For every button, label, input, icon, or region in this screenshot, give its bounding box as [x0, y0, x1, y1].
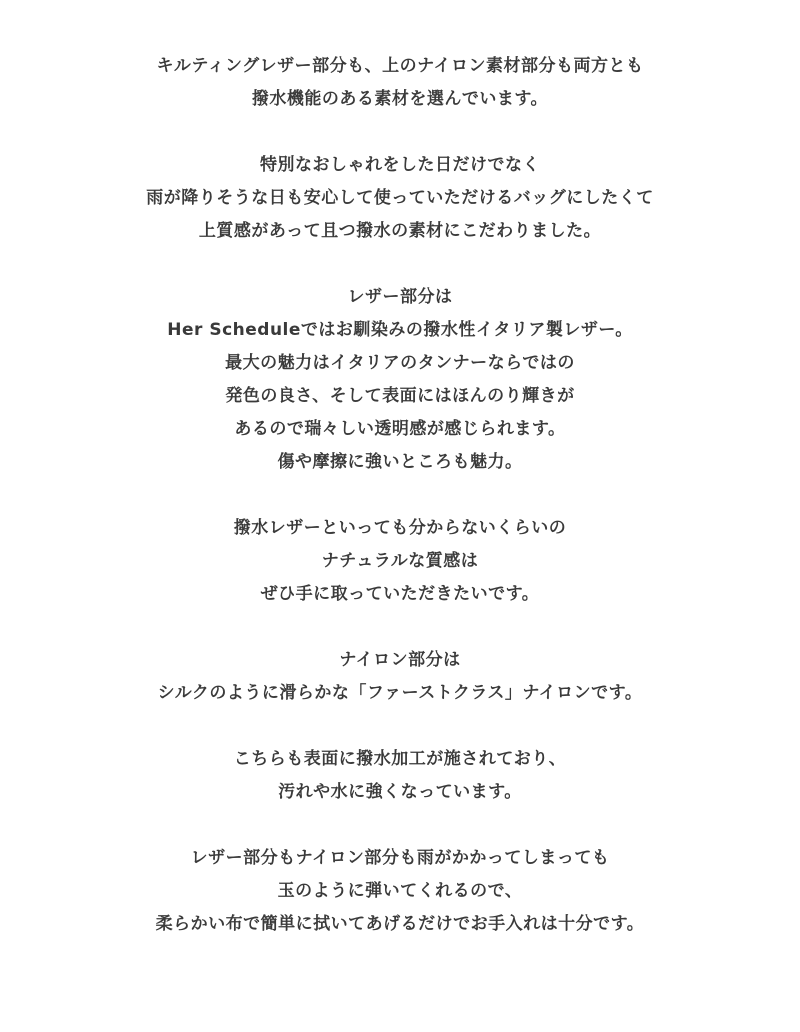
text-line: 玉のように弾いてくれるので、	[277, 881, 523, 901]
text-line: キルティングレザー部分も、上のナイロン素材部分も両方とも	[156, 56, 644, 76]
text-line: 最大の魅力はイタリアのタンナーならではの	[225, 353, 575, 373]
text-line: あるので瑞々しい透明感が感じられます。	[234, 419, 566, 439]
text-line: 撥水機能のある素材を選んでいます。	[251, 89, 549, 109]
text-line: 撥水レザーといっても分からないくらいの	[233, 518, 567, 538]
paragraph-concept	[0, 149, 800, 248]
text-line: 発色の良さ、そして表面にはほんのり輝きが	[225, 386, 575, 406]
paragraph-nylon	[0, 644, 800, 710]
text-line: 傷や摩擦に強いところも魅力。	[277, 452, 523, 472]
text-line: こちらも表面に撥水加工が施されており、	[233, 749, 567, 769]
paragraph-leather-texture	[0, 512, 800, 611]
paragraph-nylon-finish	[0, 743, 800, 809]
text-line: 上質感があって且つ撥水の素材にこだわりました。	[198, 221, 602, 241]
text-line: 汚れや水に強くなっています。	[278, 782, 522, 802]
paragraph-care	[0, 842, 800, 941]
text-line: ナチュラルな質感は	[321, 551, 479, 571]
text-line: 特別なおしゃれをした日だけでなく	[260, 155, 540, 175]
text-line: レザー部分は	[347, 287, 453, 307]
text-line: レザー部分もナイロン部分も雨がかかってしまっても	[190, 848, 610, 868]
paragraph-water-repellent-intro	[0, 50, 800, 116]
text-line: シルクのように滑らかな「ファーストクラス」ナイロンです。	[157, 683, 643, 703]
text-line: ぜひ手に取っていただきたいです。	[260, 584, 540, 604]
text-line: 雨が降りそうな日も安心して使っていただけるバッグにしたくて	[146, 188, 654, 208]
text-line: ナイロン部分は	[339, 650, 461, 670]
paragraph-leather	[0, 281, 800, 479]
text-line: 柔らかい布で簡単に拭いてあげるだけでお手入れは十分です。	[155, 914, 645, 934]
text-line: Her Scheduleではお馴染みの撥水性イタリア製レザー。	[167, 320, 633, 340]
